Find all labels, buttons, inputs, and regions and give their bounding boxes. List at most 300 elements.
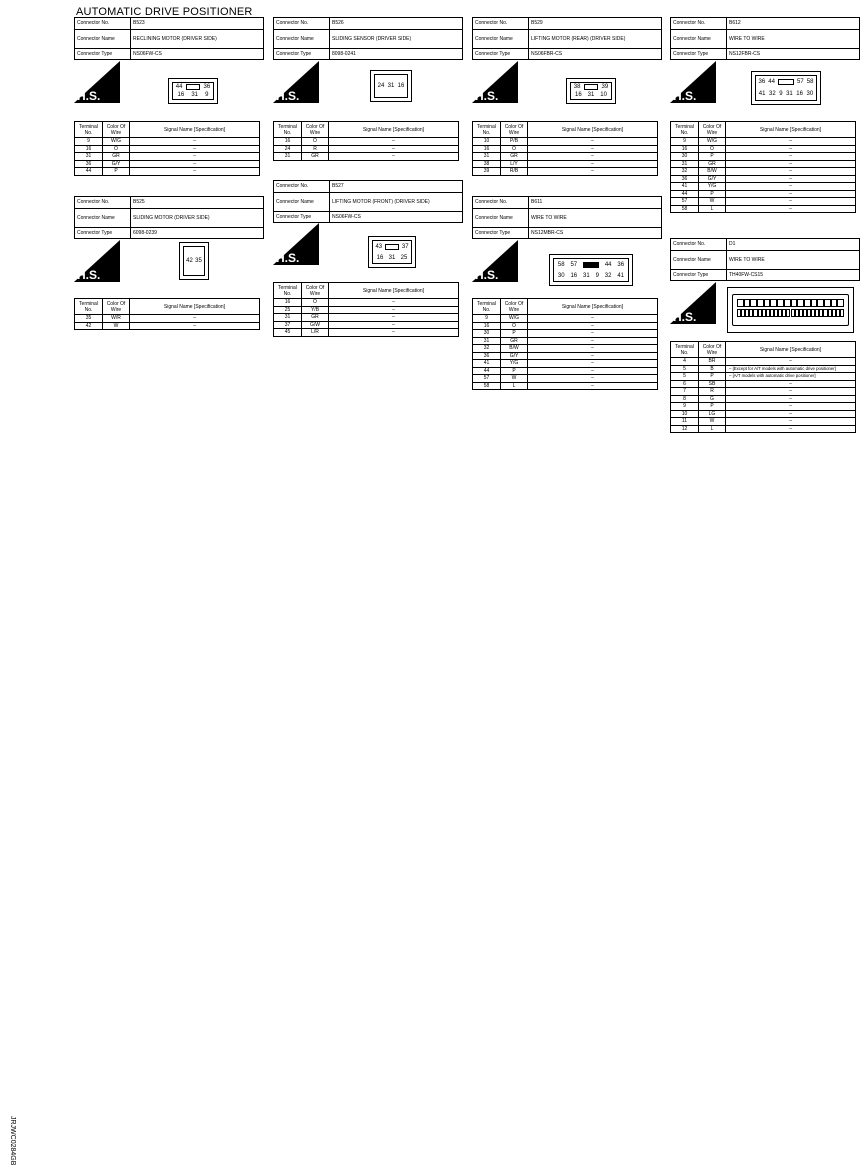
table-row <box>671 190 856 198</box>
terminal-no: 42 <box>75 322 103 330</box>
connector-face-inner <box>172 82 214 100</box>
pin-number: 35 <box>195 258 202 264</box>
wire-color: W <box>699 198 726 206</box>
signal-name: – <box>726 380 856 388</box>
info-row <box>473 208 662 227</box>
wire-color: G/Y <box>699 175 726 183</box>
table-row <box>671 365 856 373</box>
wire-color: LG <box>699 410 726 418</box>
signal-name-header: Signal Name [Specification] <box>130 122 260 138</box>
table-row <box>75 138 260 146</box>
signal-name: – <box>726 358 856 366</box>
wire-color: GR <box>302 153 329 161</box>
info-row <box>671 239 860 251</box>
latch-icon <box>385 244 399 250</box>
terminal-no: 58 <box>473 382 501 390</box>
terminal-table-d1 <box>670 341 856 433</box>
pin-number: 41 <box>617 272 624 279</box>
pin-row <box>376 75 406 97</box>
signal-name: – <box>726 138 856 146</box>
connector-type-label: Connector Type <box>274 211 330 223</box>
wire-color: P <box>103 168 130 176</box>
terminal-no: 16 <box>274 138 302 146</box>
pin-number: 16 <box>376 254 384 261</box>
table-row <box>274 153 459 161</box>
table-row <box>473 375 658 383</box>
pin-number: 43 <box>375 243 383 250</box>
terminal-no: 36 <box>75 160 103 168</box>
pin-number: 38 <box>573 84 581 90</box>
terminal-no: 16 <box>473 322 501 330</box>
terminal-table-b611 <box>472 298 658 390</box>
signal-name-header: Signal Name [Specification] <box>726 122 856 138</box>
table-row <box>75 322 260 330</box>
signal-name: – <box>528 330 658 338</box>
pin-number: 16 <box>397 83 405 89</box>
wire-color: GR <box>103 153 130 161</box>
table-row <box>671 198 856 206</box>
signal-name: – <box>528 367 658 375</box>
terminal-no: 7 <box>671 388 699 396</box>
table-row <box>473 352 658 360</box>
wire-color: W/G <box>699 138 726 146</box>
pin-number: 42 <box>186 258 193 264</box>
signal-name: – <box>329 299 459 307</box>
connector-face-inner <box>372 240 412 264</box>
terminal-no: 9 <box>75 138 103 146</box>
latch-icon <box>584 84 598 90</box>
pin-number: 36 <box>617 261 625 268</box>
table-row <box>671 138 856 146</box>
signal-name: – <box>329 138 459 146</box>
table-row <box>274 329 459 337</box>
table-row <box>473 315 658 323</box>
wire-color: W <box>501 375 528 383</box>
hs-label: H.S. <box>77 268 101 282</box>
table-row <box>274 138 459 146</box>
connector-name-label: Connector Name <box>473 208 529 227</box>
terminal-no: 36 <box>473 352 501 360</box>
table-row <box>274 306 459 314</box>
connector-face-b525 <box>179 242 209 280</box>
table-row <box>671 153 856 161</box>
table-row <box>671 160 856 168</box>
connector-type-value: TH40FW-CS15 <box>727 269 860 281</box>
signal-name: – <box>726 183 856 191</box>
table-row <box>75 153 260 161</box>
hs-label: H.S. <box>673 89 697 103</box>
signal-name: – <box>726 190 856 198</box>
connector-name-value: SLIDING MOTOR (DRIVER SIDE) <box>131 208 264 227</box>
terminal-cell <box>777 299 784 307</box>
signal-name: – <box>726 175 856 183</box>
terminal-no: 16 <box>274 299 302 307</box>
hs-label: H.S. <box>276 251 300 265</box>
terminal-table-header <box>75 122 260 138</box>
connector-info-b612 <box>670 17 860 60</box>
signal-name: – <box>528 360 658 368</box>
terminal-no: 32 <box>473 345 501 353</box>
info-row <box>75 48 264 60</box>
terminal-cell <box>811 299 818 307</box>
wire-color: GR <box>501 153 528 161</box>
signal-name: – [Except for A/T models with automatic drive positioner] <box>726 365 856 373</box>
connector-type-label: Connector Type <box>75 48 131 60</box>
pin-number: 9 <box>595 272 599 279</box>
connector-face-b611 <box>549 254 633 286</box>
signal-name-header: Signal Name [Specification] <box>130 299 260 315</box>
table-row <box>274 299 459 307</box>
terminal-cell <box>837 299 844 307</box>
signal-name: – <box>726 410 856 418</box>
signal-name: – <box>329 314 459 322</box>
signal-name: – <box>528 337 658 345</box>
terminal-no: 57 <box>671 198 699 206</box>
terminal-no: 31 <box>75 153 103 161</box>
terminal-table-b529 <box>472 121 658 176</box>
info-row <box>75 197 264 209</box>
pin-number: 57 <box>570 261 578 268</box>
terminal-cell <box>824 299 831 307</box>
connector-type-value: NS12FBR-CS <box>727 48 860 60</box>
signal-name: – <box>329 153 459 161</box>
pin-number: 10 <box>600 92 607 98</box>
pin-number: 16 <box>570 272 578 279</box>
pin-number: 16 <box>574 92 582 98</box>
signal-name: – <box>726 205 856 213</box>
connector-name-label: Connector Name <box>75 29 131 48</box>
pin-row <box>572 91 610 99</box>
signal-name: – <box>130 153 260 161</box>
pin-number: 36 <box>203 84 211 90</box>
connector-info-b611 <box>472 196 662 239</box>
pin-number: 31 <box>387 83 395 89</box>
connector-face-inner <box>553 258 629 282</box>
pin-row <box>174 83 212 91</box>
side-code-wrap <box>9 556 24 1165</box>
signal-name: – <box>528 160 658 168</box>
terminal-no: 31 <box>473 153 501 161</box>
signal-name: – <box>726 168 856 176</box>
connector-name-value: RECLINING MOTOR (DRIVER SIDE) <box>131 29 264 48</box>
terminal-no: 57 <box>473 375 501 383</box>
info-row <box>671 269 860 281</box>
pin-row <box>374 241 410 252</box>
terminal-no: 58 <box>671 205 699 213</box>
table-row <box>671 395 856 403</box>
table-row <box>473 360 658 368</box>
connector-no-value: B611 <box>529 197 662 209</box>
connector-type-label: Connector Type <box>75 227 131 239</box>
info-row <box>473 197 662 209</box>
wire-color: Y/G <box>699 183 726 191</box>
signal-name: – <box>528 322 658 330</box>
table-row <box>274 145 459 153</box>
connector-face-b527 <box>368 236 416 268</box>
connector-info-b523 <box>74 17 264 60</box>
signal-name: – <box>528 315 658 323</box>
terminal-cell <box>791 299 798 307</box>
signal-name: – <box>329 306 459 314</box>
info-row <box>274 192 463 211</box>
table-row <box>671 358 856 366</box>
connector-info-b529 <box>472 17 662 60</box>
connector-face-b526 <box>370 70 412 102</box>
table-row <box>671 175 856 183</box>
color-of-wire-header: Color Of Wire <box>501 299 528 315</box>
page-title: AUTOMATIC DRIVE POSITIONER <box>76 6 253 18</box>
connector-type-value: NS06FW-CS <box>330 211 463 223</box>
wire-color: GR <box>501 337 528 345</box>
connector-no-label: Connector No. <box>671 18 727 30</box>
hs-label: H.S. <box>673 310 697 324</box>
terminal-cell <box>831 299 838 307</box>
terminal-no: 44 <box>473 367 501 375</box>
hs-label: H.S. <box>77 89 101 103</box>
color-of-wire-header: Color Of Wire <box>302 122 329 138</box>
table-row <box>473 367 658 375</box>
color-of-wire-header: Color Of Wire <box>302 283 329 299</box>
pin-number: 39 <box>601 84 609 90</box>
color-of-wire-header: Color Of Wire <box>699 122 726 138</box>
connector-name-value: WIRE TO WIRE <box>727 250 860 269</box>
wire-color: G/Y <box>501 352 528 360</box>
signal-name: – <box>528 352 658 360</box>
color-of-wire-header: Color Of Wire <box>699 342 726 358</box>
signal-name-header: Signal Name [Specification] <box>528 122 658 138</box>
wire-color: P/B <box>501 138 528 146</box>
table-row <box>274 314 459 322</box>
terminal-cell <box>744 299 751 307</box>
pin-number: 44 <box>604 261 612 268</box>
terminal-no: 38 <box>473 160 501 168</box>
connector-name-label: Connector Name <box>671 250 727 269</box>
terminal-table-header <box>671 122 856 138</box>
connector-no-value: B525 <box>131 197 264 209</box>
color-of-wire-header: Color Of Wire <box>501 122 528 138</box>
terminal-table-b527 <box>273 282 459 337</box>
connector-face-b523 <box>168 78 218 104</box>
wire-color: L <box>501 382 528 390</box>
table-row <box>473 138 658 146</box>
wire-color: SB <box>699 380 726 388</box>
connector-no-value: B523 <box>131 18 264 30</box>
terminal-table-b612 <box>670 121 856 213</box>
wire-color: L <box>699 425 726 433</box>
terminal-no: 8 <box>671 395 699 403</box>
connector-name-label: Connector Name <box>274 192 330 211</box>
terminal-no: 16 <box>473 145 501 153</box>
pin-number: 31 <box>786 91 793 97</box>
wire-color: W/G <box>103 138 130 146</box>
signal-name: – <box>528 345 658 353</box>
terminal-no-header: Terminal No. <box>473 122 501 138</box>
table-row <box>75 145 260 153</box>
connector-name-label: Connector Name <box>473 29 529 48</box>
info-row <box>274 29 463 48</box>
connector-no-value: B529 <box>529 18 662 30</box>
connector-info-b527 <box>273 180 463 223</box>
hs-badge <box>74 61 120 103</box>
terminal-table-b523 <box>74 121 260 176</box>
terminal-no: 45 <box>274 329 302 337</box>
hs-badge <box>670 282 716 324</box>
info-row <box>473 18 662 30</box>
hs-label: H.S. <box>475 89 499 103</box>
connector-info-d1 <box>670 238 860 281</box>
signal-name: – <box>130 168 260 176</box>
table-row <box>671 145 856 153</box>
terminal-cell <box>770 299 777 307</box>
terminal-table-header <box>473 299 658 315</box>
pin-number: 32 <box>604 272 612 279</box>
signal-name: – <box>726 198 856 206</box>
terminal-cell <box>817 299 824 307</box>
connector-name-value: WIRE TO WIRE <box>727 29 860 48</box>
terminal-cell <box>737 299 744 307</box>
wire-color: G/W <box>302 321 329 329</box>
wire-color: P <box>699 153 726 161</box>
info-row <box>274 211 463 223</box>
table-row <box>473 382 658 390</box>
signal-name: – <box>726 145 856 153</box>
wire-color: B/W <box>699 168 726 176</box>
connector-face-inner <box>183 246 205 276</box>
signal-name: – <box>726 403 856 411</box>
signal-name-header: Signal Name [Specification] <box>726 342 856 358</box>
connector-no-label: Connector No. <box>274 18 330 30</box>
connector-name-value: LIFTING MOTOR (FRONT) (DRIVER SIDE) <box>330 192 463 211</box>
terminal-no-header: Terminal No. <box>473 299 501 315</box>
terminal-no: 41 <box>671 183 699 191</box>
table-row <box>75 160 260 168</box>
connector-type-value: NS06FBR-CS <box>529 48 662 60</box>
terminal-no-header: Terminal No. <box>75 299 103 315</box>
wire-color: P <box>501 367 528 375</box>
pin-number: 30 <box>557 272 565 279</box>
connector-face-inner <box>374 74 408 98</box>
wire-color: O <box>501 145 528 153</box>
connector-face-inner <box>732 294 849 326</box>
wire-color: W <box>103 322 130 330</box>
signal-name-header: Signal Name [Specification] <box>329 283 459 299</box>
connector-no-label: Connector No. <box>75 18 131 30</box>
latch-icon <box>186 84 200 90</box>
wire-color: W <box>699 418 726 426</box>
pin-number: 24 <box>377 83 385 89</box>
table-row <box>473 322 658 330</box>
pin-number: 9 <box>779 91 783 97</box>
signal-name: – <box>726 160 856 168</box>
connector-type-label: Connector Type <box>671 48 727 60</box>
signal-name: – <box>528 382 658 390</box>
terminal-no: 31 <box>274 153 302 161</box>
wire-color: P <box>501 330 528 338</box>
connector-type-label: Connector Type <box>671 269 727 281</box>
terminal-no: 37 <box>274 321 302 329</box>
terminal-no: 31 <box>671 160 699 168</box>
pin-row <box>174 91 212 99</box>
table-row <box>671 183 856 191</box>
hs-badge <box>273 223 319 265</box>
terminal-no: 35 <box>75 315 103 323</box>
signal-name: – <box>130 145 260 153</box>
terminal-no: 31 <box>473 337 501 345</box>
signal-name-header: Signal Name [Specification] <box>329 122 459 138</box>
table-row <box>671 380 856 388</box>
terminal-cell <box>804 299 811 307</box>
connector-type-value: 8098-0241 <box>330 48 463 60</box>
pin-row <box>185 247 203 275</box>
wire-color: L/Y <box>501 160 528 168</box>
connector-face-b529 <box>566 78 616 104</box>
connector-no-label: Connector No. <box>473 18 529 30</box>
table-row <box>671 205 856 213</box>
signal-name: – <box>329 321 459 329</box>
table-row <box>473 330 658 338</box>
pin-number: 58 <box>806 79 814 85</box>
pin-number: 44 <box>175 84 183 90</box>
terminal-no-header: Terminal No. <box>671 342 699 358</box>
terminal-no: 6 <box>671 380 699 388</box>
terminal-cell <box>840 309 844 317</box>
wire-color: B <box>699 365 726 373</box>
wire-color: P <box>699 373 726 381</box>
table-row <box>75 315 260 323</box>
pin-number: 32 <box>768 91 776 97</box>
wire-color: R <box>699 388 726 396</box>
terminal-no: 4 <box>671 358 699 366</box>
info-row <box>274 181 463 193</box>
terminal-no: 36 <box>671 175 699 183</box>
pin-number: 9 <box>205 92 209 98</box>
terminal-table-b526 <box>273 121 459 161</box>
terminal-table-header <box>274 283 459 299</box>
connector-type-label: Connector Type <box>274 48 330 60</box>
terminal-table-header <box>671 342 856 358</box>
connector-no-label: Connector No. <box>75 197 131 209</box>
color-of-wire-header: Color Of Wire <box>103 122 130 138</box>
connector-name-label: Connector Name <box>274 29 330 48</box>
wire-color: W/R <box>103 315 130 323</box>
terminal-no: 5 <box>671 365 699 373</box>
hs-badge <box>472 240 518 282</box>
info-row <box>75 18 264 30</box>
info-row <box>671 48 860 60</box>
connector-type-label: Connector Type <box>473 48 529 60</box>
info-row <box>75 227 264 239</box>
connector-info-b525 <box>74 196 264 239</box>
terminal-no: 10 <box>671 410 699 418</box>
pin-number: 16 <box>796 91 803 97</box>
signal-name: – <box>528 168 658 176</box>
wire-color: B/W <box>501 345 528 353</box>
table-row <box>671 403 856 411</box>
pin-row <box>572 83 610 91</box>
info-row <box>671 250 860 269</box>
table-row <box>274 321 459 329</box>
table-row <box>671 168 856 176</box>
terminal-no: 9 <box>473 315 501 323</box>
pin-row <box>555 259 627 270</box>
connector-no-label: Connector No. <box>473 197 529 209</box>
connector-no-value: B527 <box>330 181 463 193</box>
terminal-no: 44 <box>75 168 103 176</box>
terminal-no-header: Terminal No. <box>274 283 302 299</box>
connector-face-inner <box>570 82 612 100</box>
hs-badge <box>273 61 319 103</box>
table-row <box>473 337 658 345</box>
